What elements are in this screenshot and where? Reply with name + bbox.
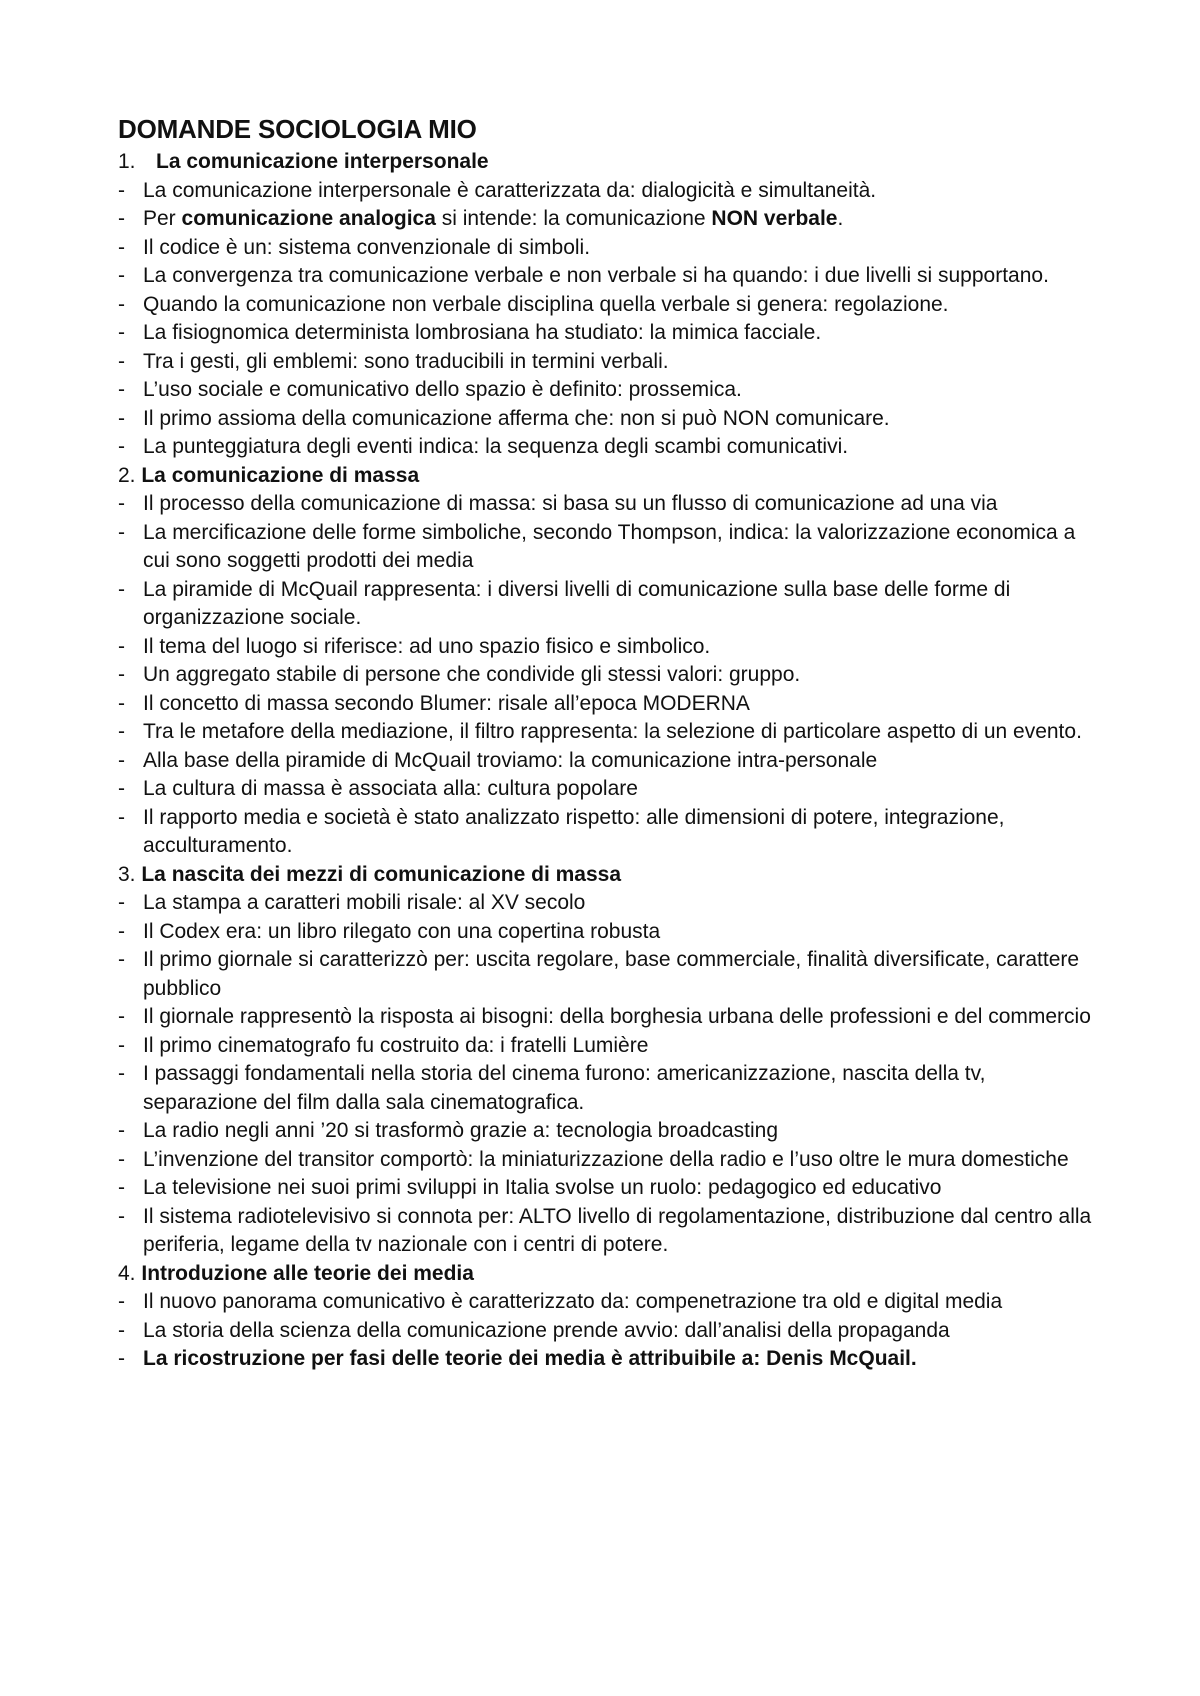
list-item xyxy=(118,1060,1098,1117)
list-item xyxy=(118,946,1098,1003)
section xyxy=(118,148,1098,462)
item-text xyxy=(143,1317,1098,1346)
text-run: Il primo giornale si caratterizzò per: uscita regolare, base commerciale, finalità diversificate, carattere pubblico xyxy=(143,948,1080,1000)
text-run: Tra i gesti, gli emblemi: sono traducibili in termini verbali. xyxy=(143,349,669,373)
section-number: 3. xyxy=(118,862,142,886)
list-item xyxy=(118,291,1098,320)
list-item xyxy=(118,262,1098,291)
section xyxy=(118,1260,1098,1374)
item-text xyxy=(143,319,1098,348)
item-text xyxy=(143,804,1098,861)
list-item xyxy=(118,804,1098,861)
text-run: Quando la comunicazione non verbale disciplina quella verbale si genera: regolazione. xyxy=(143,292,949,316)
dash-bullet: - xyxy=(118,520,125,544)
text-run: La fisiognomica determinista lombrosiana ha studiato: la mimica facciale. xyxy=(143,321,822,344)
bold-text: NON verbale xyxy=(711,207,838,230)
bold-text: comunicazione analogica xyxy=(181,207,436,230)
item-text xyxy=(143,433,1098,462)
list-item xyxy=(118,405,1098,434)
item-text xyxy=(143,490,1098,519)
item-text xyxy=(143,1288,1098,1317)
dash-bullet: - xyxy=(118,207,125,230)
section-heading xyxy=(118,1260,1098,1289)
list-item xyxy=(118,348,1098,377)
list-item xyxy=(118,1174,1098,1203)
section xyxy=(118,861,1098,1260)
list-item xyxy=(118,234,1098,263)
item-text xyxy=(143,519,1098,576)
list-item xyxy=(118,490,1098,519)
text-run: La mercificazione delle forme simboliche, secondo Thompson, indica: la valorizzazione economica a cui sono soggetti prodotti dei media xyxy=(143,520,1076,572)
dash-bullet: - xyxy=(118,948,125,971)
dash-bullet: - xyxy=(118,264,125,287)
list-item xyxy=(118,918,1098,947)
dash-bullet: - xyxy=(118,1318,125,1342)
list-item xyxy=(118,1345,1098,1374)
dash-bullet: - xyxy=(118,492,125,515)
dash-bullet: - xyxy=(118,435,125,458)
item-text xyxy=(143,1146,1098,1175)
item-text xyxy=(143,177,1098,206)
list-item xyxy=(118,1117,1098,1146)
list-item xyxy=(118,1203,1098,1260)
text-run: Il primo assioma della comunicazione afferma che: non si può NON comunicare. xyxy=(143,406,890,430)
text-run: La piramide di McQuail rappresenta: i diversi livelli di comunicazione sulla base delle forme di organizzazione sociale. xyxy=(143,577,1011,629)
item-text xyxy=(143,661,1098,690)
section-number: 2. xyxy=(118,463,142,487)
list-item xyxy=(118,319,1098,348)
section xyxy=(118,462,1098,861)
item-text xyxy=(143,918,1098,947)
dash-bullet: - xyxy=(118,634,125,658)
section-number: 1. xyxy=(118,150,136,173)
item-text xyxy=(143,718,1098,747)
text-run: Per xyxy=(143,207,182,230)
item-text xyxy=(143,291,1098,320)
dash-bullet: - xyxy=(118,1062,125,1085)
item-text xyxy=(143,1003,1098,1032)
text-run: La storia della scienza della comunicazione prende avvio: dall’analisi della propaganda xyxy=(143,1318,950,1342)
dash-bullet: - xyxy=(118,1176,125,1199)
text-run: Il primo cinematografo fu costruito da: i fratelli Lumière xyxy=(143,1033,649,1057)
bold-text: La ricostruzione per fasi delle teorie dei media è attribuibile a: Denis McQuail. xyxy=(143,1347,917,1370)
list-item xyxy=(118,690,1098,719)
list-item xyxy=(118,718,1098,747)
list-item xyxy=(118,576,1098,633)
dash-bullet: - xyxy=(118,406,125,430)
dash-bullet: - xyxy=(118,919,125,943)
text-run: I passaggi fondamentali nella storia del cinema furono: americanizzazione, nascita della tv, separazione del film dalla sala cinematografica. xyxy=(143,1062,986,1114)
list-item xyxy=(118,747,1098,776)
item-list xyxy=(118,889,1098,1260)
item-text xyxy=(143,747,1098,776)
list-item xyxy=(118,661,1098,690)
dash-bullet: - xyxy=(118,292,125,316)
item-text xyxy=(143,234,1098,263)
item-text xyxy=(143,889,1098,918)
dash-bullet: - xyxy=(118,777,125,800)
dash-bullet: - xyxy=(118,1147,125,1171)
dash-bullet: - xyxy=(118,1290,125,1313)
item-text xyxy=(143,376,1098,405)
list-item xyxy=(118,1146,1098,1175)
dash-bullet: - xyxy=(118,1347,125,1370)
dash-bullet: - xyxy=(118,321,125,344)
text-run: Il rapporto media e società è stato analizzato rispetto: alle dimensioni di potere, integrazione, acculturamento. xyxy=(143,805,1005,857)
text-run: La comunicazione interpersonale è caratterizzata da: dialogicità e simultaneità. xyxy=(143,178,877,202)
text-run: La televisione nei suoi primi sviluppi in Italia svolse un ruolo: pedagogico ed educativo xyxy=(143,1176,942,1199)
text-run: Tra le metafore della mediazione, il filtro rappresenta: la selezione di particolare aspetto di un evento. xyxy=(143,720,1082,743)
item-text xyxy=(143,1174,1098,1203)
list-item xyxy=(118,519,1098,576)
text-run: Il nuovo panorama comunicativo è caratterizzato da: compenetrazione tra old e digital media xyxy=(143,1290,1003,1313)
dash-bullet: - xyxy=(118,891,125,914)
text-run: Alla base della piramide di McQuail troviamo: la comunicazione intra-personale xyxy=(143,748,878,772)
item-text xyxy=(143,946,1098,1003)
list-item xyxy=(118,775,1098,804)
item-list xyxy=(118,177,1098,462)
item-text xyxy=(143,1117,1098,1146)
text-run: Il processo della comunicazione di massa: si basa su un flusso di comunicazione ad una via xyxy=(143,492,998,515)
section-heading-text: La comunicazione di massa xyxy=(141,463,420,487)
text-run: La radio negli anni ’20 si trasformò grazie a: tecnologia broadcasting xyxy=(143,1119,779,1142)
section-heading-text: La nascita dei mezzi di comunicazione di massa xyxy=(141,862,622,886)
dash-bullet: - xyxy=(118,1005,125,1028)
item-text xyxy=(143,775,1098,804)
item-text xyxy=(143,576,1098,633)
item-text xyxy=(143,1345,1098,1374)
text-run: La convergenza tra comunicazione verbale e non verbale si ha quando: i due livelli si supportano. xyxy=(143,264,1049,287)
text-run: Il codice è un: sistema convenzionale di simboli. xyxy=(143,235,591,259)
item-text xyxy=(143,262,1098,291)
item-list xyxy=(118,1288,1098,1374)
document-page xyxy=(118,112,1098,1374)
dash-bullet: - xyxy=(118,720,125,743)
dash-bullet: - xyxy=(118,577,125,601)
section-heading xyxy=(118,148,1098,177)
text-run: . xyxy=(837,207,844,230)
item-text xyxy=(143,1203,1098,1260)
list-item xyxy=(118,376,1098,405)
dash-bullet: - xyxy=(118,691,125,715)
dash-bullet: - xyxy=(118,1204,125,1228)
text-run: L’uso sociale e comunicativo dello spazio è definito: prossemica. xyxy=(143,378,742,401)
dash-bullet: - xyxy=(118,805,125,829)
text-run: La punteggiatura degli eventi indica: la sequenza degli scambi comunicativi. xyxy=(143,435,849,458)
list-item xyxy=(118,1032,1098,1061)
text-run: Il giornale rappresentò la risposta ai bisogni: della borghesia urbana delle professioni e del commercio xyxy=(143,1005,1091,1028)
list-item xyxy=(118,1003,1098,1032)
text-run: La cultura di massa è associata alla: cultura popolare xyxy=(143,777,638,800)
list-item xyxy=(118,633,1098,662)
text-run: si intende: la comunicazione xyxy=(435,207,712,230)
dash-bullet: - xyxy=(118,748,125,772)
dash-bullet: - xyxy=(118,663,125,686)
list-item xyxy=(118,1288,1098,1317)
item-list xyxy=(118,490,1098,861)
list-item xyxy=(118,889,1098,918)
text-run: L’invenzione del transitor comportò: la miniaturizzazione della radio e l’uso oltre le mura domestiche xyxy=(143,1147,1069,1171)
dash-bullet: - xyxy=(118,349,125,373)
section-heading-text: Introduzione alle teorie dei media xyxy=(141,1261,474,1285)
dash-bullet: - xyxy=(118,1119,125,1142)
section-number: 4. xyxy=(118,1261,142,1285)
item-text xyxy=(143,1060,1098,1117)
dash-bullet: - xyxy=(118,178,125,202)
dash-bullet: - xyxy=(118,235,125,259)
section-heading xyxy=(118,462,1098,491)
dash-bullet: - xyxy=(118,378,125,401)
text-run: Il sistema radiotelevisivo si connota per: ALTO livello di regolamentazione, distribuzione dal centro alla periferia, legame della tv nazionale con i centri di potere. xyxy=(143,1204,1092,1256)
item-text xyxy=(143,348,1098,377)
list-item xyxy=(118,205,1098,234)
item-text xyxy=(143,405,1098,434)
section-heading xyxy=(118,861,1098,890)
list-item xyxy=(118,433,1098,462)
text-run: La stampa a caratteri mobili risale: al XV secolo xyxy=(143,891,586,914)
text-run: Il Codex era: un libro rilegato con una copertina robusta xyxy=(143,919,661,943)
item-text xyxy=(143,690,1098,719)
item-text xyxy=(143,1032,1098,1061)
document-title: DOMANDE SOCIOLOGIA MIO xyxy=(118,114,477,144)
item-text xyxy=(143,205,1098,234)
dash-bullet: - xyxy=(118,1033,125,1057)
section-heading-text: La comunicazione interpersonale xyxy=(156,150,489,173)
sections-container xyxy=(118,148,1098,1374)
list-item xyxy=(118,1317,1098,1346)
text-run: Il concetto di massa secondo Blumer: risale all’epoca MODERNA xyxy=(143,691,750,715)
text-run: Il tema del luogo si riferisce: ad uno spazio fisico e simbolico. xyxy=(143,634,711,658)
list-item xyxy=(118,177,1098,206)
item-text xyxy=(143,633,1098,662)
text-run: Un aggregato stabile di persone che condivide gli stessi valori: gruppo. xyxy=(143,663,801,686)
